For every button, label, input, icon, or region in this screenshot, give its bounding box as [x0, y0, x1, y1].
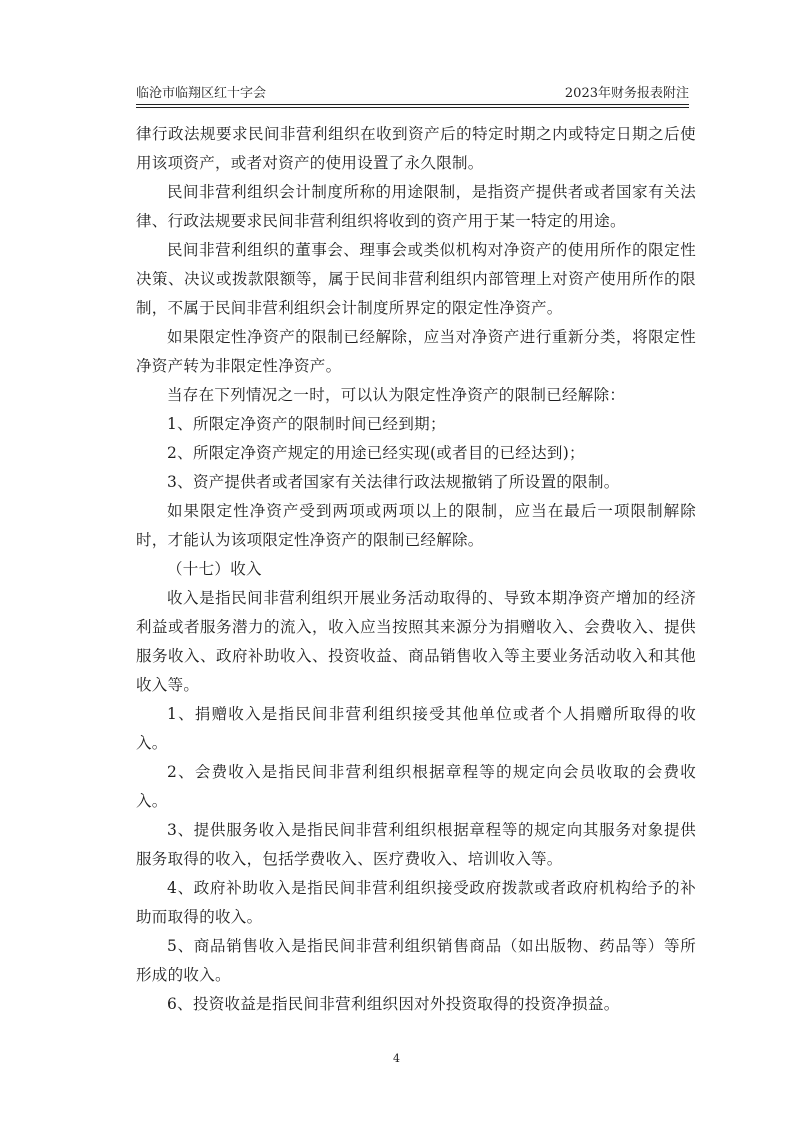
document-body: [136, 120, 696, 1019]
paragraph: 民间非营利组织的董事会、理事会或类似机构对净资产的使用所作的限定性决策、决议或拨款限额等，属于民间非营利组织内部管理上对资产使用所作的限制，不属于民间非营利组织会计制度所界定的限定性净资产。: [136, 241, 696, 317]
paragraph: 律行政法规要求民间非营利组织在收到资产后的特定时期之内或特定日期之后使用该项资产，或者对资产的使用设置了永久限制。: [136, 125, 696, 172]
section-heading: （十七）收入: [167, 560, 262, 578]
page-header: [136, 86, 689, 102]
paragraph: 收入是指民间非营利组织开展业务活动取得的、导致本期净资产增加的经济利益或者服务潜力的流入，收入应当按照其来源分为捐赠收入、会费收入、提供服务收入、政府补助收入、投资收益、商品销售收入等主要业务活动收入和其他收入等。: [136, 589, 696, 694]
header-rule-thin: [136, 107, 689, 108]
paragraph: 如果限定性净资产受到两项或两项以上的限制，应当在最后一项限制解除时，才能认为该项限定性净资产的限制已经解除。: [136, 502, 696, 549]
list-item: 5、商品销售收入是指民间非营利组织销售商品（如出版物、药品等）等所形成的收入。: [136, 937, 696, 984]
list-item: 2、会费收入是指民间非营利组织根据章程等的规定向会员收取的会费收入。: [136, 763, 696, 810]
page-number: 4: [393, 1052, 400, 1065]
paragraph: 民间非营利组织会计制度所称的用途限制，是指资产提供者或者国家有关法律、行政法规要求民间非营利组织将收到的资产用于某一特定的用途。: [136, 183, 696, 230]
paragraph: 如果限定性净资产的限制已经解除，应当对净资产进行重新分类，将限定性净资产转为非限定性净资产。: [136, 328, 696, 375]
paragraph: 当存在下列情况之一时，可以认为限定性净资产的限制已经解除：: [167, 386, 626, 404]
header-rule: [136, 104, 689, 105]
list-item: 1、所限定净资产的限制时间已经到期；: [167, 415, 446, 433]
list-item: 3、资产提供者或者国家有关法律行政法规撤销了所设置的限制。: [167, 473, 620, 491]
header-report-title: 2023年财务报表附注: [564, 86, 689, 101]
list-item: 4、政府补助收入是指民间非营利组织接受政府拨款或者政府机构给予的补助而取得的收入。: [136, 879, 696, 926]
list-item: 2、所限定净资产规定的用途已经实现(或者目的已经达到)；: [167, 444, 585, 462]
list-item: 3、提供服务收入是指民间非营利组织根据章程等的规定向其服务对象提供服务取得的收入，包括学费收入、医疗费收入、培训收入等。: [136, 821, 696, 868]
header-organization: 临沧市临翔区红十字会: [136, 86, 267, 101]
list-item: 1、捐赠收入是指民间非营利组织接受其他单位或者个人捐赠所取得的收入。: [136, 705, 696, 752]
list-item: 6、投资收益是指民间非营利组织因对外投资取得的投资净损益。: [167, 995, 620, 1013]
